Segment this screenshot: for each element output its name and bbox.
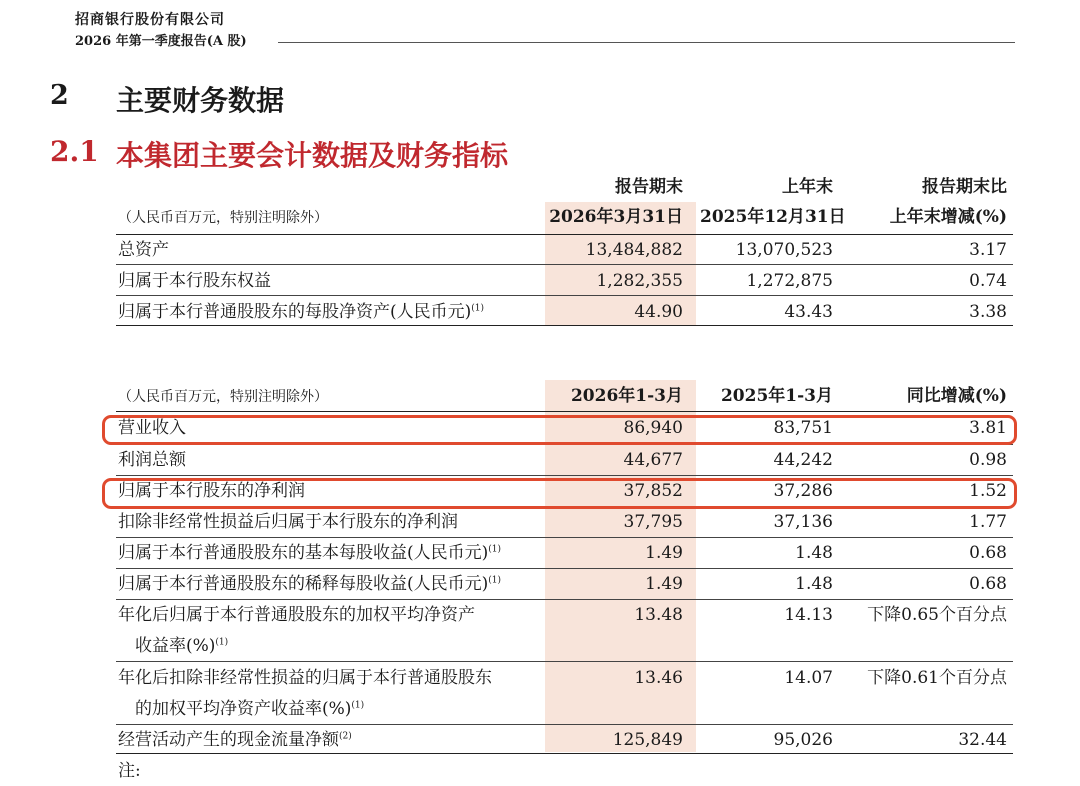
row-divider	[116, 599, 1013, 600]
cell-current: 37,852	[623, 481, 683, 501]
cell-change: 0.68	[969, 574, 1007, 594]
cell-prior: 44,242	[773, 450, 833, 470]
cell-change: 下降0.61个百分点	[867, 668, 1007, 688]
row-divider	[116, 537, 1013, 538]
table1-header-rule	[116, 234, 1013, 235]
row-label: 年化后扣除非经常性损益的归属于本行普通股股东	[118, 668, 492, 688]
cell-current: 13.48	[634, 605, 683, 625]
cell-prior: 83,751	[773, 418, 833, 438]
cell-change: 32.44	[958, 730, 1007, 750]
row-label: 年化后归属于本行普通股股东的加权平均净资产	[118, 605, 475, 625]
row-label: 归属于本行股东权益	[118, 271, 271, 291]
cell-change: 1.77	[969, 512, 1007, 532]
row-divider	[116, 295, 1013, 296]
cell-prior: 1.48	[795, 574, 833, 594]
table2-col2-header: 2025年1-3月	[720, 386, 833, 406]
cell-current: 86,940	[623, 418, 683, 438]
subsection-title: 本集团主要会计数据及财务指标	[116, 139, 509, 172]
footnote-marker: (1)	[488, 544, 502, 555]
row-label: 扣除非经常性损益后归属于本行股东的净利润	[118, 512, 458, 532]
row-label: 归属于本行普通股股东的稀释每股收益(人民币元)$^{(1)}$	[118, 574, 502, 594]
cell-current: 1.49	[645, 543, 683, 563]
table2-col1-header: 2026年1-3月	[570, 386, 683, 406]
cell-change: 1.52	[969, 481, 1007, 501]
footnote-heading: 注:	[118, 761, 141, 781]
cell-prior: 14.13	[784, 605, 833, 625]
section-number: 2	[50, 80, 69, 111]
highlight-net-profit	[102, 478, 1017, 509]
cell-current: 1,282,355	[596, 271, 683, 291]
footnote-marker: (2)	[339, 731, 352, 742]
row-label: 营业收入	[118, 418, 186, 438]
subsection-number: 2.1	[50, 135, 99, 168]
report-title: 2026 年第一季度报告(A 股)	[75, 34, 247, 49]
cell-change: 0.74	[969, 271, 1007, 291]
row-label: 归属于本行普通股股东的每股净资产(人民币元)$^{(1)}$	[118, 302, 485, 322]
row-label: 总资产	[118, 240, 169, 260]
cell-current: 44.90	[634, 302, 683, 322]
table1-col3-header-bottom: 上年末增减(%)	[889, 207, 1007, 227]
cell-current: 13,484,882	[585, 240, 683, 260]
table1-col2-header-bottom: 2025年12月31日	[700, 207, 846, 227]
row-divider	[116, 724, 1013, 725]
row-divider	[116, 475, 1013, 476]
cell-prior: 14.07	[784, 668, 833, 688]
company-name: 招商银行股份有限公司	[75, 12, 225, 28]
section-title: 主要财务数据	[116, 84, 285, 117]
table2-col3-header: 同比增减(%)	[906, 386, 1007, 406]
cell-prior: 95,026	[773, 730, 833, 750]
footnote-marker: (1)	[488, 575, 502, 586]
header-rule	[278, 42, 1015, 43]
row-label-continued: 的加权平均净资产收益率(%)$^{(1)}$	[135, 699, 365, 719]
table2-bottom-rule	[116, 753, 1013, 754]
table1-col2-header-top: 上年末	[782, 177, 833, 197]
cell-current: 37,795	[623, 512, 683, 532]
cell-prior: 43.43	[784, 302, 833, 322]
table2-header-rule	[116, 411, 1013, 412]
cell-change: 下降0.65个百分点	[867, 605, 1007, 625]
cell-current: 1.49	[645, 574, 683, 594]
table1-col3-header-top: 报告期末比	[922, 177, 1007, 197]
cell-change: 3.81	[969, 418, 1007, 438]
footnote-marker: (1)	[471, 303, 485, 314]
table1-col1-header-top: 报告期末	[615, 177, 683, 197]
cell-current: 125,849	[612, 730, 683, 750]
row-label-continued: 收益率(%)$^{(1)}$	[135, 636, 229, 656]
footnote-marker: (1)	[215, 637, 229, 648]
row-divider	[116, 661, 1013, 662]
footnote-marker: (1)	[351, 700, 365, 711]
row-label: 归属于本行普通股股东的基本每股收益(人民币元)$^{(1)}$	[118, 543, 502, 563]
row-divider	[116, 264, 1013, 265]
cell-change: 3.38	[969, 302, 1007, 322]
row-label: 利润总额	[118, 450, 186, 470]
cell-current: 13.46	[634, 668, 683, 688]
table1-bottom-rule	[116, 325, 1013, 326]
table1-unit-note: （人民币百万元，特别注明除外）	[118, 210, 328, 226]
cell-current: 44,677	[623, 450, 683, 470]
cell-change: 0.98	[969, 450, 1007, 470]
table2-unit-note: （人民币百万元，特别注明除外）	[118, 389, 328, 405]
row-label: 经营活动产生的现金流量净额$^{(2)}$	[118, 730, 352, 750]
cell-change: 0.68	[969, 543, 1007, 563]
row-label: 归属于本行股东的净利润	[118, 481, 305, 501]
cell-prior: 1.48	[795, 543, 833, 563]
cell-prior: 37,136	[773, 512, 833, 532]
row-divider	[116, 568, 1013, 569]
table1-col1-header-bottom: 2026年3月31日	[549, 207, 683, 227]
cell-change: 3.17	[969, 240, 1007, 260]
cell-prior: 37,286	[773, 481, 833, 501]
cell-prior: 1,272,875	[746, 271, 833, 291]
highlight-operating-income	[102, 415, 1017, 445]
cell-prior: 13,070,523	[735, 240, 833, 260]
